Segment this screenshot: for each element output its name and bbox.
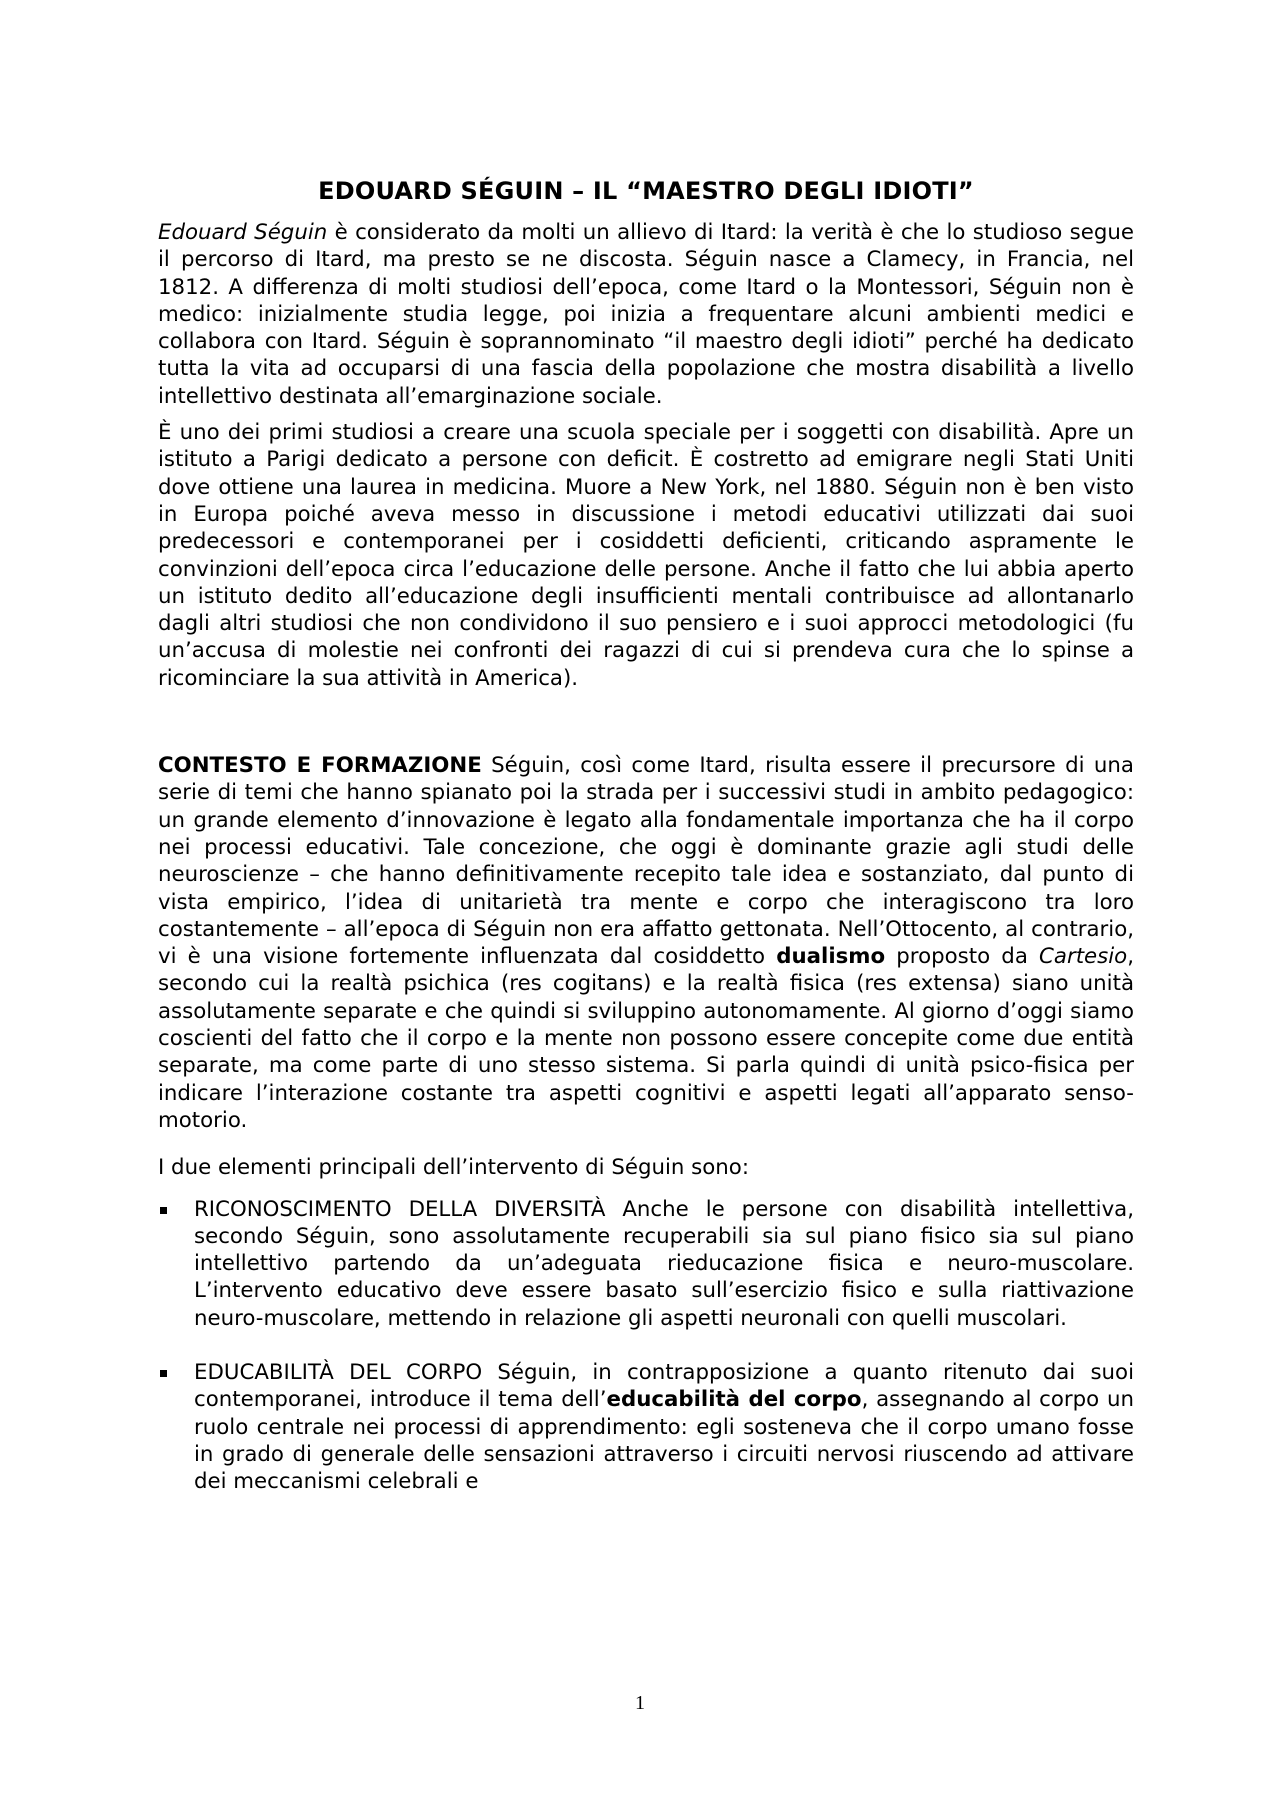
page-number: 1 bbox=[635, 1692, 645, 1714]
bullet-2-text-1: EDUCABILITÀ DEL CORPO Séguin, in contrapposizione a quanto ritenuto dai suoi contemporanei, introduce il tema dell’ bbox=[194, 1359, 1134, 1413]
contesto-text-2: proposto da bbox=[885, 944, 1040, 970]
intro-name: Edouard Séguin bbox=[158, 220, 328, 245]
bullet-2-text-2: , assegnando al corpo un ruolo centrale nei processi di apprendimento: egli sosteneva che il corpo umano fosse in grado di generale delle sensazioni attraverso i circuiti nervosi riuscendo ad attivare dei meccanismi celebrali e bbox=[194, 1387, 1134, 1495]
bullet-text-educabilita bbox=[194, 1359, 1134, 1495]
bullet-text-diversita: RICONOSCIMENTO DELLA DIVERSITÀ Anche le persone con disabilità intellettiva, secondo Séguin, sono assolutamente recuperabili sia sul piano fisico sia sul piano intellettivo partendo da un’adeguata rieducazione fisica e neuro-muscolare. L’intervento educativo deve essere basato sull’esercizio fisico e sulla riattivazione neuro-muscolare, mettendo in relazione gli aspetti neuronali con quelli muscolari. bbox=[194, 1196, 1134, 1331]
square-bullet-icon bbox=[160, 1207, 167, 1214]
cartesio-term: Cartesio bbox=[1039, 944, 1128, 970]
contesto-text-3: , secondo cui la realtà psichica (res cogitans) e la realtà fisica (res extensa) siano unità assolutamente separate e che quindi si sviluppino autonomamente. Al giorno d’oggi siamo coscienti del fatto che il corpo e la mente non possono essere concepite come due entità separate, ma come parte di uno stesso sistema. Si parla quindi di unità psico-fisica per indicare l’interazione costante tra aspetti cognitivi e aspetti legati all’apparato senso-motorio. bbox=[158, 944, 1134, 1133]
square-bullet-icon bbox=[160, 1370, 167, 1377]
intro-text: è considerato da molti un allievo di Itard: la verità è che lo studioso segue il percorso di Itard, ma presto se ne discosta. Séguin nasce a Clamecy, in Francia, nel 1812. A differenza di molti studiosi dell’epoca, come Itard o la Montessori, Séguin non è medico: inizialmente studia legge, poi inizia a frequentare alcuni ambienti medici e collabora con Itard. Séguin è soprannominato “il maestro degli idioti” perché ha dedicato tutta la vita ad occuparsi di una fascia della popolazione che mostra disabilità a livello intellettivo destinata all’emarginazione sociale. bbox=[158, 220, 1134, 409]
contesto-heading: CONTESTO E FORMAZIONE bbox=[158, 753, 482, 779]
contesto-paragraph bbox=[158, 752, 1134, 1134]
dualismo-term: dualismo bbox=[776, 944, 886, 970]
educabilita-term: educabilità del corpo bbox=[606, 1387, 862, 1413]
page-content bbox=[158, 176, 1134, 1495]
elements-intro: I due elementi principali dell’intervento di Séguin sono: bbox=[158, 1155, 749, 1181]
contesto-text-1: Séguin, così come Itard, risulta essere il precursore di una serie di temi che hanno spianato poi la strada per i successivi studi in ambito pedagogico: un grande elemento d’innovazione è legato alla fondamentale importanza che ha il corpo nei processi educativi. Tale concezione, che oggi è dominante grazie agli studi delle neuroscienze – che hanno definitivamente recepito tale idea e sostanziato, dal punto di vista empirico, l’idea di unitarietà tra mente e corpo che interagiscono tra loro costantemente – all’epoca di Séguin non era affatto gettonata. Nell’Ottocento, al contrario, vi è una visione fortemente influenzata dal cosiddetto bbox=[158, 753, 1134, 970]
biography-paragraph: È uno dei primi studiosi a creare una scuola speciale per i soggetti con disabilità. Apre un istituto a Parigi dedicato a persone con deficit. È costretto ad emigrare negli Stati Uniti dove ottiene una laurea in medicina. Muore a New York, nel 1880. Séguin non è ben visto in Europa poiché aveva messo in discussione i metodi educativi utilizzati dai suoi predecessori e contemporanei per i cosiddetti deficienti, criticando aspramente le convinzioni dell’epoca circa l’educazione delle persone. Anche il fatto che lui abbia aperto un istituto dedito all’educazione degli insufficienti mentali contribuisce ad allontanarlo dagli altri studiosi che non condividono il suo pensiero e i suoi approcci metodologici (fu un’accusa di molestie nei confronti dei ragazzi di cui si prendeva cura che lo spinse a ricominciare la sua attività in America). bbox=[158, 420, 1134, 691]
elements-list bbox=[158, 1196, 1134, 1496]
document-title: EDOUARD SÉGUIN – IL “MAESTRO DEGLI IDIOTI” bbox=[318, 177, 974, 205]
intro-paragraph bbox=[158, 219, 1134, 410]
list-item bbox=[158, 1359, 1134, 1495]
list-item bbox=[158, 1196, 1134, 1332]
